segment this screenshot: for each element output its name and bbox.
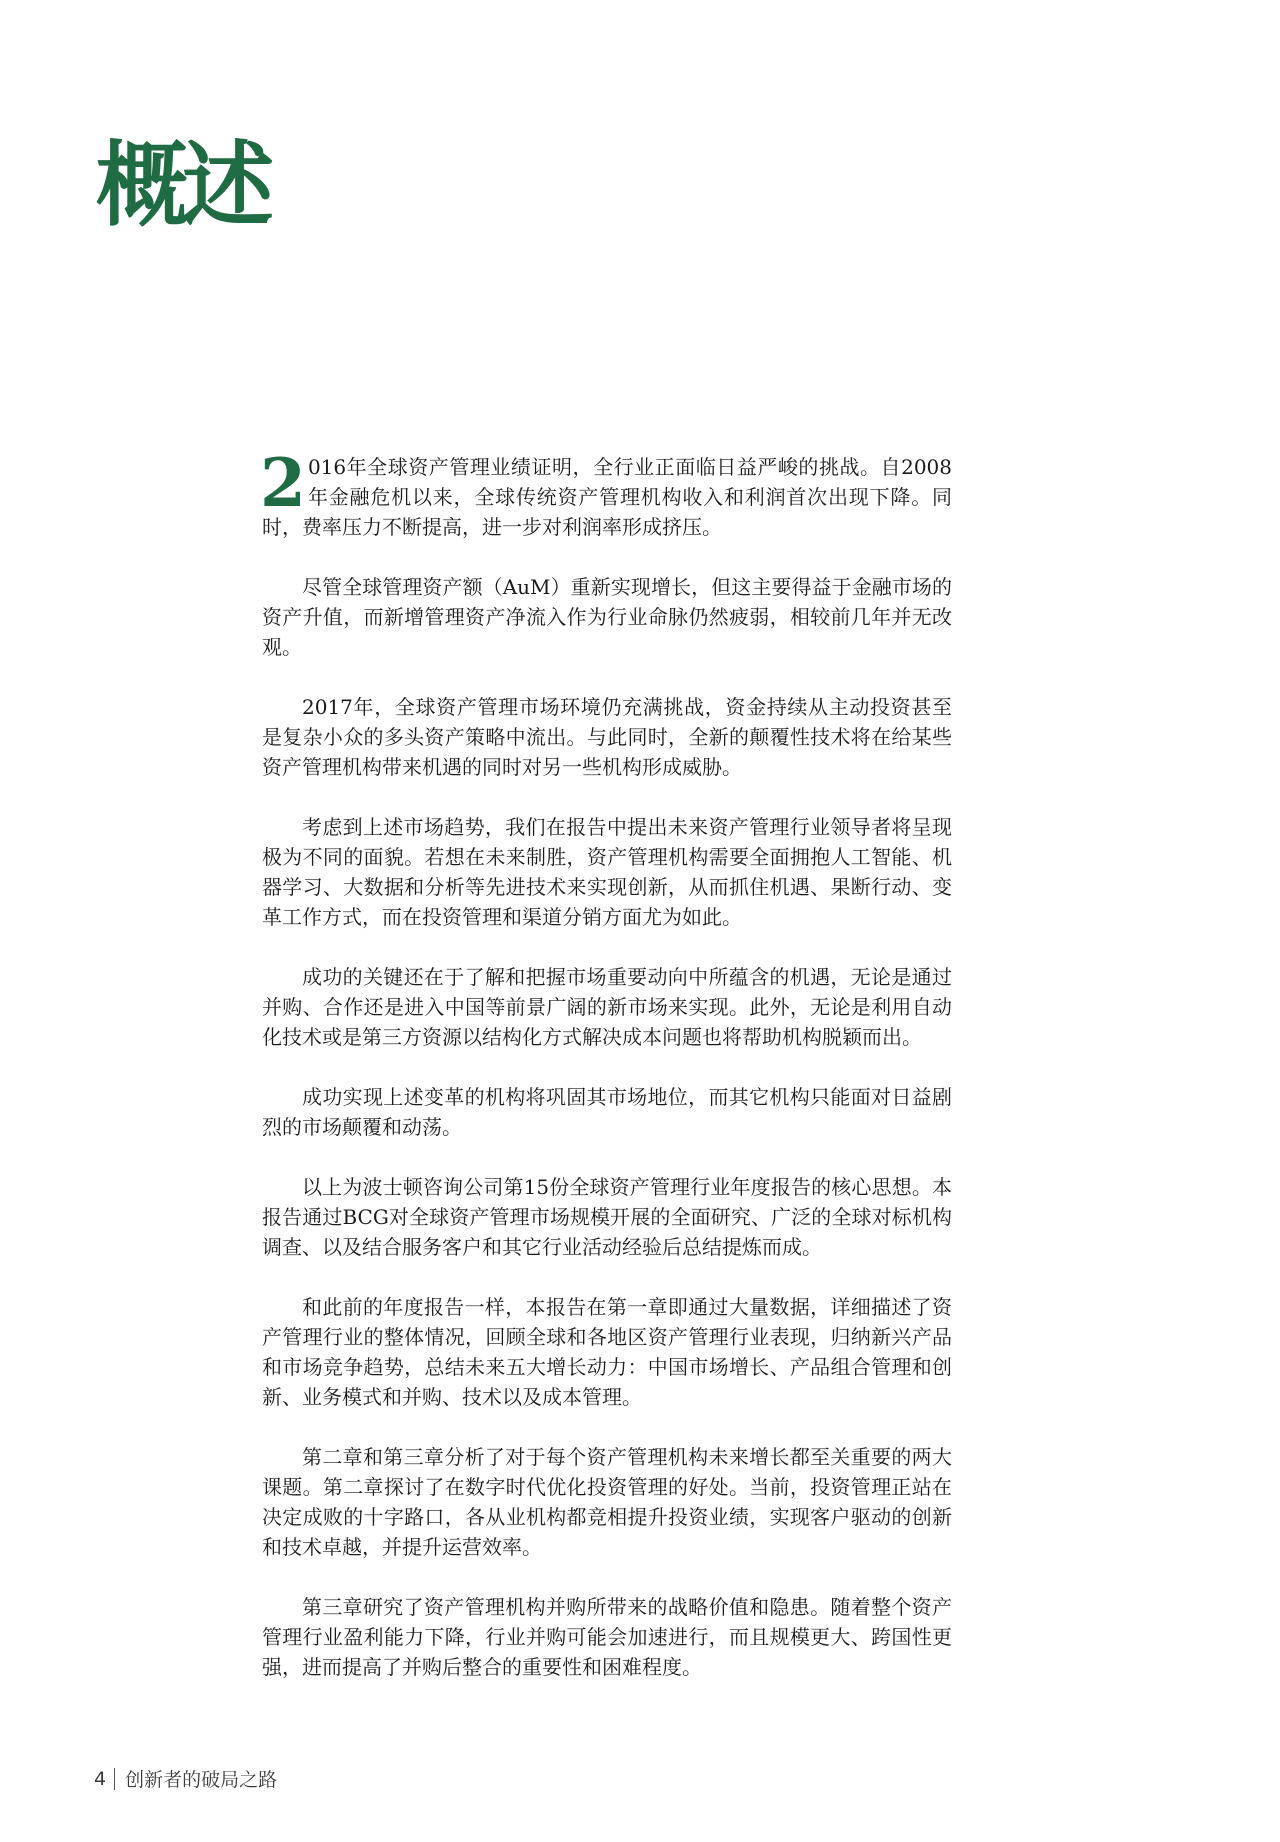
paragraph-10: 第三章研究了资产管理机构并购所带来的战略价值和隐患。随着整个资产管理行业盈利能力下降，行业并购可能会加速进行，而且规模更大、跨国性更强，进而提高了并购后整合的重要性和困难程度。 bbox=[262, 1595, 952, 1679]
paragraph-1-text: 016年全球资产管理业绩证明，全行业正面临日益严峻的挑战。自2008年金融危机以来，全球传统资产管理机构收入和利润首次出现下降。同时，费率压力不断提高，进一步对利润率形成挤压。 bbox=[262, 455, 952, 539]
paragraph-5: 成功的关键还在于了解和把握市场重要动向中所蕴含的机遇，无论是通过并购、合作还是进入中国等前景广阔的新市场来实现。此外，无论是利用自动化技术或是第三方资源以结构化方式解决成本问题也将帮助机构脱颖而出。 bbox=[262, 965, 952, 1049]
paragraph-8: 和此前的年度报告一样，本报告在第一章即通过大量数据，详细描述了资产管理行业的整体情况，回顾全球和各地区资产管理行业表现，归纳新兴产品和市场竞争趋势，总结未来五大增长动力：中国市场增长、产品组合管理和创新、业务模式和并购、技术以及成本管理。 bbox=[262, 1295, 952, 1409]
page-number: 4 bbox=[94, 1767, 107, 1790]
paragraph-3: 2017年，全球资产管理市场环境仍充满挑战，资金持续从主动投资甚至是复杂小众的多头资产策略中流出。与此同时，全新的颠覆性技术将在给某些资产管理机构带来机遇的同时对另一些机构形成威胁。 bbox=[262, 695, 952, 779]
page-title: 概述 bbox=[96, 132, 269, 239]
paragraph-4: 考虑到上述市场趋势，我们在报告中提出未来资产管理行业领导者将呈现极为不同的面貌。若想在未来制胜，资产管理机构需要全面拥抱人工智能、机器学习、大数据和分析等先进技术来实现创新，从而抓住机遇、果断行动、变革工作方式，而在投资管理和渠道分销方面尤为如此。 bbox=[262, 815, 952, 929]
publication-title: 创新者的破局之路 bbox=[125, 1769, 278, 1791]
paragraph-9: 第二章和第三章分析了对于每个资产管理机构未来增长都至关重要的两大课题。第二章探讨了在数字时代优化投资管理的好处。当前，投资管理正站在决定成败的十字路口，各从业机构都竞相提升投资业绩，实现客户驱动的创新和技术卓越，并提升运营效率。 bbox=[262, 1445, 952, 1559]
drop-cap: 2 bbox=[260, 444, 306, 522]
page-footer bbox=[94, 1765, 277, 1792]
paragraph-6: 成功实现上述变革的机构将巩固其市场地位，而其它机构只能面对日益剧烈的市场颠覆和动荡。 bbox=[262, 1085, 952, 1139]
paragraph-1 bbox=[260, 444, 952, 542]
paragraph-7: 以上为波士顿咨询公司第15份全球资产管理行业年度报告的核心思想。本报告通过BCG对全球资产管理市场规模开展的全面研究、广泛的全球对标机构调查、以及结合服务客户和其它行业活动经验后总结提炼而成。 bbox=[262, 1175, 952, 1259]
article-body bbox=[260, 444, 952, 1712]
paragraph-2: 尽管全球管理资产额（AuM）重新实现增长，但这主要得益于金融市场的资产升值，而新增管理资产净流入作为行业命脉仍然疲弱，相较前几年并无改观。 bbox=[262, 575, 952, 659]
footer-divider bbox=[114, 1768, 115, 1790]
